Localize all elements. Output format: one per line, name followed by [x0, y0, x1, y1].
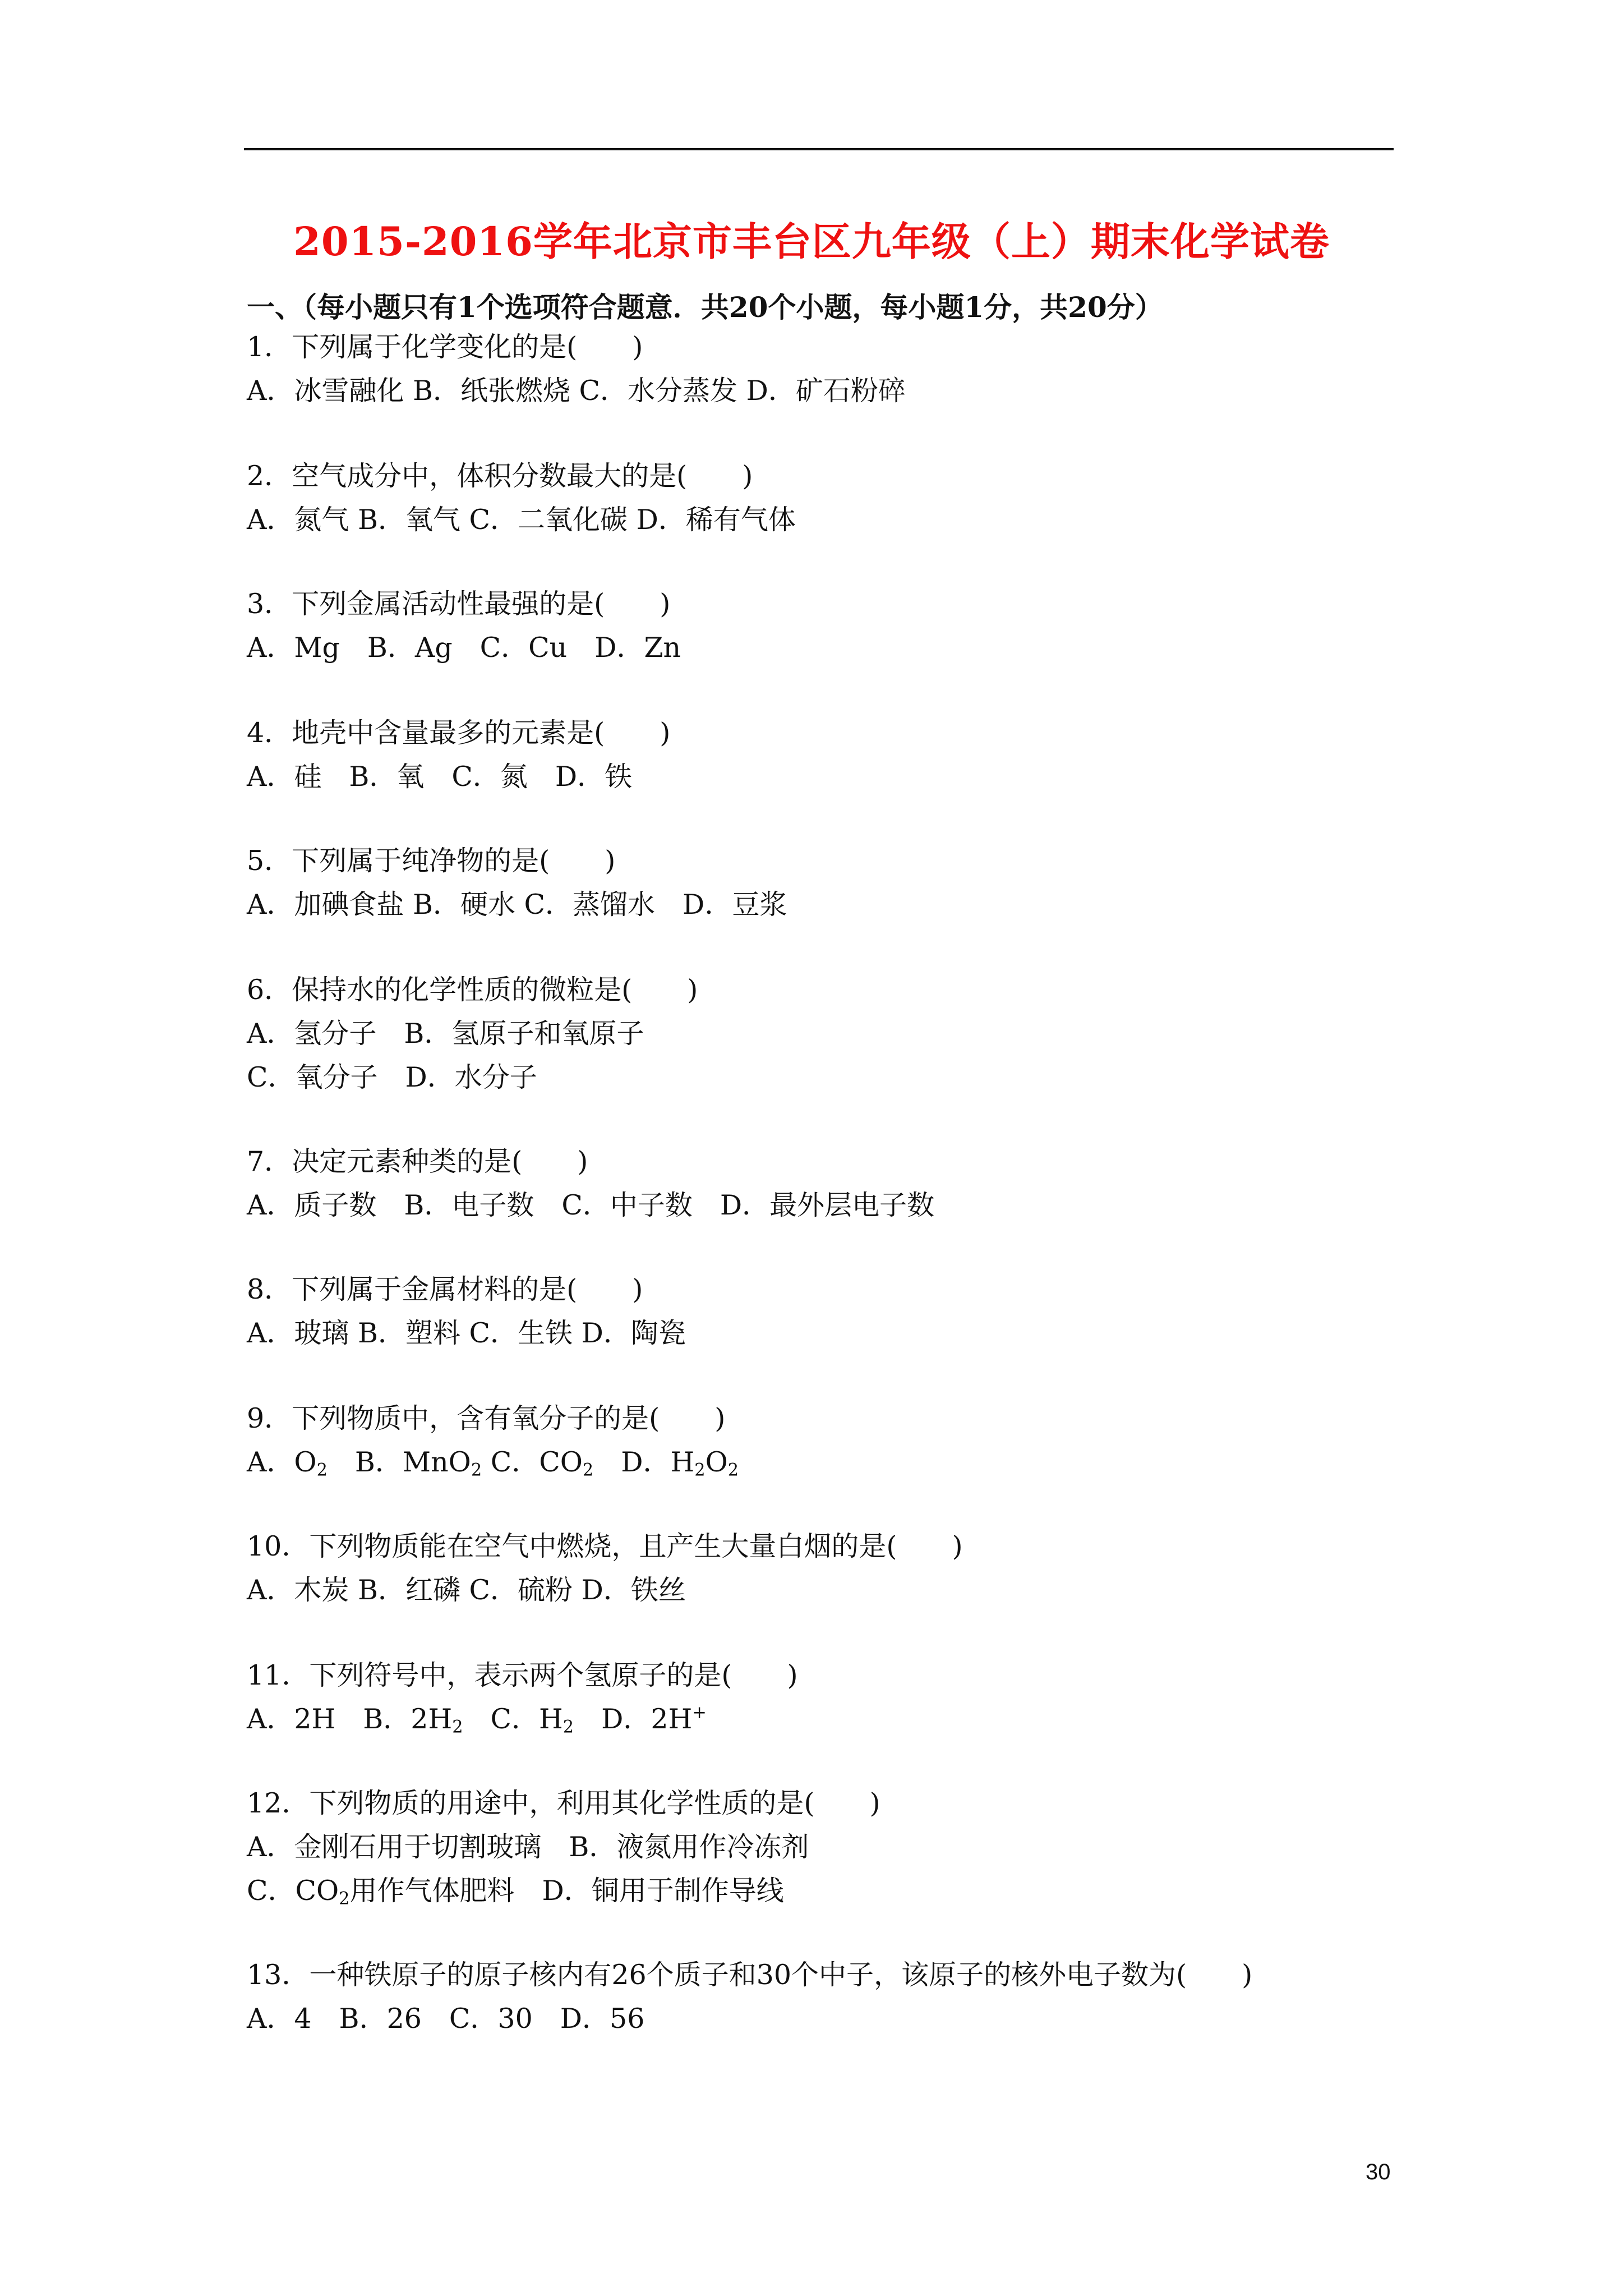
page-title: 2015-2016学年北京市丰台区九年级（上）期末化学试卷: [293, 218, 1330, 265]
question-stem: 1．下列属于化学变化的是( ): [247, 331, 643, 363]
question-options: A．质子数 B．电子数 C．中子数 D．最外层电子数: [247, 1189, 935, 1221]
question-options: A．木炭 B．红磷 C．硫粉 D．铁丝: [247, 1574, 686, 1606]
question-options: A．2H B．$2H_2$ C．$H_2$ D．2H+: [247, 1703, 707, 1737]
section-heading: 一、（每小题只有1个选项符合题意．共20个小题，每小题1分，共20分）: [247, 291, 1163, 324]
question-options: A．金刚石用于切割玻璃 B．液氮用作冷冻剂: [247, 1831, 809, 1863]
question-stem: 9．下列物质中，含有氧分子的是( ): [247, 1402, 726, 1434]
header-rule: [244, 148, 1394, 150]
question-stem: 3．下列金属活动性最强的是( ): [247, 588, 671, 620]
question-stem: 2．空气成分中，体积分数最大的是( ): [247, 460, 753, 492]
question-options: A．加碘食盐 B．硬水 C．蒸馏水 D．豆浆: [247, 889, 787, 921]
question-stem: 5．下列属于纯净物的是( ): [247, 845, 616, 877]
question-stem: 10．下列物质能在空气中燃烧，且产生大量白烟的是( ): [247, 1530, 963, 1562]
question-stem: 7．决定元素种类的是( ): [247, 1145, 588, 1177]
question-stem: 8．下列属于金属材料的是( ): [247, 1273, 643, 1305]
question-options: A．硅 B．氧 C．氮 D．铁: [247, 761, 633, 793]
question-options: C．氧分子 D．水分子: [247, 1061, 537, 1093]
question-options: A．氢分子 B．氢原子和氧原子: [247, 1018, 644, 1050]
question-stem: 11．下列符号中，表示两个氢原子的是( ): [247, 1659, 798, 1691]
question-stem: 12．下列物质的用途中，利用其化学性质的是( ): [247, 1787, 880, 1819]
question-stem: 6．保持水的化学性质的微粒是( ): [247, 974, 698, 1006]
question-options: A．Mg B．Ag C．Cu D．Zn: [247, 632, 681, 664]
question-options: C．$CO_2$用作气体肥料 D．铜用于制作导线: [247, 1875, 784, 1909]
question-options: A．玻璃 B．塑料 C．生铁 D．陶瓷: [247, 1317, 686, 1349]
question-stem: 4．地壳中含量最多的元素是( ): [247, 717, 671, 749]
question-options: A．氮气 B．氧气 C．二氧化碳 D．稀有气体: [247, 504, 796, 536]
question-stem: 13．一种铁原子的原子核内有26个质子和30个中子，该原子的核外电子数为( ): [247, 1959, 1253, 1991]
question-options: A．$O_2$ B．MnO$_2$ C．$CO_2$ D．$H_2O_2$: [247, 1446, 739, 1480]
page-number: 30: [1366, 2160, 1391, 2184]
question-options: A．4 B．26 C．30 D．56: [247, 2003, 645, 2035]
question-options: A．冰雪融化 B．纸张燃烧 C．水分蒸发 D．矿石粉碎: [247, 375, 906, 407]
